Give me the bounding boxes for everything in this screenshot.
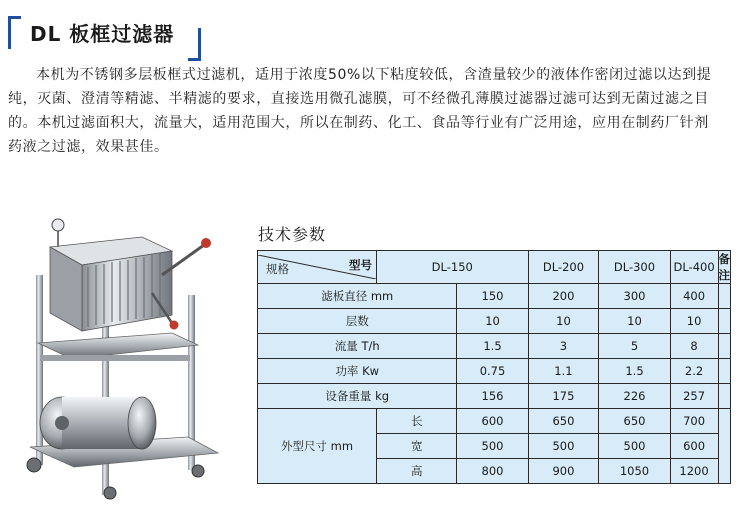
table-cell: 150 xyxy=(457,284,528,309)
title-block xyxy=(8,6,204,52)
spec-table xyxy=(257,250,731,484)
table-cell: 257 xyxy=(670,384,718,409)
table-cell: 10 xyxy=(528,309,599,334)
title-bracket-left xyxy=(8,16,21,49)
table-row xyxy=(258,359,731,384)
description-paragraph xyxy=(8,63,734,159)
dimension-sub-label: 长 xyxy=(377,409,457,434)
corner-model-label: 型号 xyxy=(349,258,372,272)
table-cell: 300 xyxy=(599,284,670,309)
remark-cell xyxy=(718,334,731,359)
remark-cell xyxy=(718,284,731,309)
table-cell: 2.2 xyxy=(670,359,718,384)
model-header: DL-200 xyxy=(528,251,599,284)
remark-cell xyxy=(718,359,731,384)
remark-cell xyxy=(718,409,731,484)
table-cell: 1200 xyxy=(670,459,718,484)
remark-cell xyxy=(718,309,731,334)
table-cell: 175 xyxy=(528,384,599,409)
row-label: 功率 Kw xyxy=(258,359,457,384)
table-cell: 650 xyxy=(599,409,670,434)
table-row xyxy=(258,334,731,359)
dimension-sub-label: 宽 xyxy=(377,434,457,459)
table-cell: 1.5 xyxy=(599,359,670,384)
table-cell: 500 xyxy=(599,434,670,459)
page-title: DL 板框过滤器 xyxy=(30,22,175,46)
row-label: 流量 T/h xyxy=(258,334,457,359)
table-row xyxy=(258,309,731,334)
table-cell: 10 xyxy=(457,309,528,334)
table-cell: 600 xyxy=(670,434,718,459)
table-cell: 10 xyxy=(599,309,670,334)
dimension-sub-label: 高 xyxy=(377,459,457,484)
table-row xyxy=(258,409,731,434)
table-row xyxy=(258,284,731,309)
model-header: DL-150 xyxy=(377,251,529,284)
remark-cell xyxy=(718,384,731,409)
section-title: 技术参数 xyxy=(258,225,327,244)
table-cell: 400 xyxy=(670,284,718,309)
table-header-row xyxy=(258,251,731,284)
table-cell: 10 xyxy=(670,309,718,334)
table-cell: 8 xyxy=(670,334,718,359)
paragraph-line: 纯，灭菌、澄清等精滤、半精滤的要求，直接选用微孔滤膜，可不经微孔薄膜过滤器过滤可达到无菌过滤之目 xyxy=(8,91,709,107)
table-cell: 700 xyxy=(670,409,718,434)
table-cell: 1050 xyxy=(599,459,670,484)
paragraph-line: 的。本机过滤面积大，流量大，适用范围大，所以在制药、化工、食品等行业有广泛用途，应用在制药厂针剂 xyxy=(8,115,709,131)
table-cell: 800 xyxy=(457,459,528,484)
model-header: DL-400 xyxy=(670,251,718,284)
paragraph-line: 本机为不锈钢多层板框式过滤机，适用于浓度50%以下粘度较低，含渣量较少的液体作密闭过滤以达到提 xyxy=(36,67,712,83)
table-cell: 3 xyxy=(528,334,599,359)
row-label: 层数 xyxy=(258,309,457,334)
corner-spec-label: 规格 xyxy=(266,262,289,276)
row-label: 滤板直径 mm xyxy=(258,284,457,309)
dimension-label: 外型尺寸 mm xyxy=(258,409,377,484)
table-cell: 0.75 xyxy=(457,359,528,384)
table-cell: 600 xyxy=(457,409,528,434)
row-label: 设备重量 kg xyxy=(258,384,457,409)
table-row xyxy=(258,384,731,409)
model-header: DL-300 xyxy=(599,251,670,284)
table-cell: 500 xyxy=(528,434,599,459)
table-cell: 200 xyxy=(528,284,599,309)
title-bracket-right xyxy=(188,28,201,61)
table-cell: 226 xyxy=(599,384,670,409)
corner-header-cell xyxy=(258,251,377,284)
table-cell: 900 xyxy=(528,459,599,484)
remark-header: 备注 xyxy=(718,252,730,282)
table-cell: 156 xyxy=(457,384,528,409)
table-cell: 650 xyxy=(528,409,599,434)
filter-machine-image xyxy=(22,215,252,500)
table-cell: 500 xyxy=(457,434,528,459)
paragraph-line: 药液之过滤，效果甚佳。 xyxy=(8,139,169,155)
table-cell: 5 xyxy=(599,334,670,359)
table-cell: 1.5 xyxy=(457,334,528,359)
table-cell: 1.1 xyxy=(528,359,599,384)
